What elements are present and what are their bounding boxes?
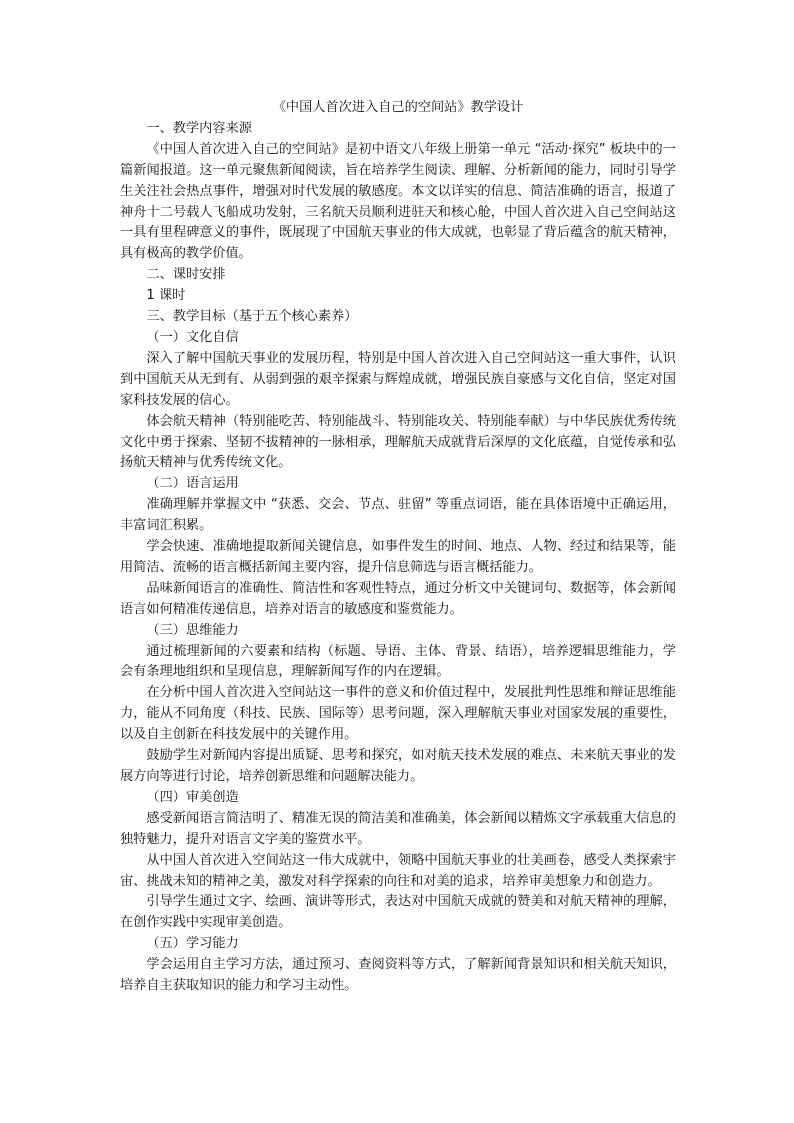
goal-language-paragraph-2: 学会快速、准确地提取新闻关键信息，如事件发生的时间、地点、人物、经过和结果等，能用简洁、流畅的语言概括新闻主要内容，提升信息筛选与语言概括能力。	[120, 539, 676, 575]
goal-aesthetic-paragraph-2: 从中国人首次进入空间站这一伟大成就中，领略中国航天事业的壮美画卷，感受人类探索宇宙、挑战未知的精神之美，激发对科学探索的向往和对美的追求，培养审美想象力和创造力。	[120, 852, 676, 889]
section-heading-source: 一、教学内容来源	[146, 120, 252, 136]
goal-heading-language: （二）语言运用	[146, 476, 239, 492]
goal-culture-paragraph-2: 体会航天精神（特别能吃苦、特别能战斗、特别能攻关、特别能奉献）与中华民族优秀传统文化中勇于探索、坚韧不拔精神的一脉相承，理解航天成就背后深厚的文化底蕴，自觉传承和弘扬航天精神与优秀传统文化。	[120, 413, 676, 471]
schedule-value: 1 课时	[146, 288, 186, 304]
goal-heading-learning: （五）学习能力	[146, 936, 239, 952]
goal-thinking-paragraph-2: 在分析中国人首次进入空间站这一事件的意义和价值过程中，发展批判性思维和辩证思维能力，能从不同角度（科技、民族、国际等）思考问题，深入理解航天事业对国家发展的重要性，以及自主创新在科技发展中的关键作用。	[120, 685, 676, 743]
goal-language-paragraph-3: 品味新闻语言的准确性、简洁性和客观性特点，通过分析文中关键词句、数据等，体会新闻语言如何精准传递信息，培养对语言的敏感度和鉴赏能力。	[120, 580, 676, 617]
goal-aesthetic-paragraph-1: 感受新闻语言简洁明了、精准无误的简洁美和准确美，体会新闻以精炼文字承载重大信息的独特魅力，提升对语言文字美的鉴赏水平。	[120, 810, 676, 847]
goal-heading-aesthetic: （四）审美创造	[146, 789, 239, 805]
document-title: 《中国人首次进入自己的空间站》教学设计	[272, 100, 524, 115]
goal-learning-paragraph-1: 学会运用自主学习方法，通过预习、查阅资料等方式，了解新闻背景知识和相关航天知识，培养自主获取知识的能力和学习主动性。	[120, 957, 676, 994]
goal-culture-paragraph-1: 深入了解中国航天事业的发展历程，特别是中国人首次进入自己空间站这一重大事件，认识到中国航天从无到有、从弱到强的艰辛探索与辉煌成就，增强民族自豪感与文化自信，坚定对国家科技发展的信心。	[120, 350, 676, 408]
goal-heading-culture: （一）文化自信	[146, 329, 239, 345]
document-page	[120, 98, 676, 997]
goal-thinking-paragraph-1: 通过梳理新闻的六要素和结构（标题、导语、主体、背景、结语），培养逻辑思维能力，学会有条理地组织和呈现信息，理解新闻写作的内在逻辑。	[120, 643, 676, 680]
goal-thinking-paragraph-3: 鼓励学生对新闻内容提出质疑、思考和探究，如对航天技术发展的难点、未来航天事业的发展方向等进行讨论，培养创新思维和问题解决能力。	[120, 748, 676, 784]
section-heading-goals: 三、教学目标（基于五个核心素养）	[146, 309, 358, 325]
goal-aesthetic-paragraph-3: 引导学生通过文字、绘画、演讲等形式，表达对中国航天成就的赞美和对航天精神的理解，在创作实践中实现审美创造。	[120, 894, 676, 931]
goal-heading-thinking: （三）思维能力	[146, 622, 239, 638]
section-heading-schedule: 二、课时安排	[146, 267, 226, 283]
goal-language-paragraph-1: 准确理解并掌握文中 “获悉、交会、节点、驻留” 等重点词语，能在具体语境中正确运用，丰富词汇积累。	[120, 497, 676, 534]
paragraph-source: 《中国人首次进入自己的空间站》是初中语文八年级上册第一单元 “活动·探究” 板块中的一篇新闻报道。这一单元聚焦新闻阅读，旨在培养学生阅读、理解、分析新闻的能力，同时引导学生关注社会热点事件，增强对时代发展的敏感度。本文以详实的信息、简洁准确的语言，报道了神舟十二号载人飞船成功发射，三名航天员顺利进驻天和核心舱，中国人首次进入自己空间站这一具有里程碑意义的事件，既展现了中国航天事业的伟大成就，也彰显了背后蕴含的航天精神，具有极高的教学价值。	[120, 141, 676, 262]
